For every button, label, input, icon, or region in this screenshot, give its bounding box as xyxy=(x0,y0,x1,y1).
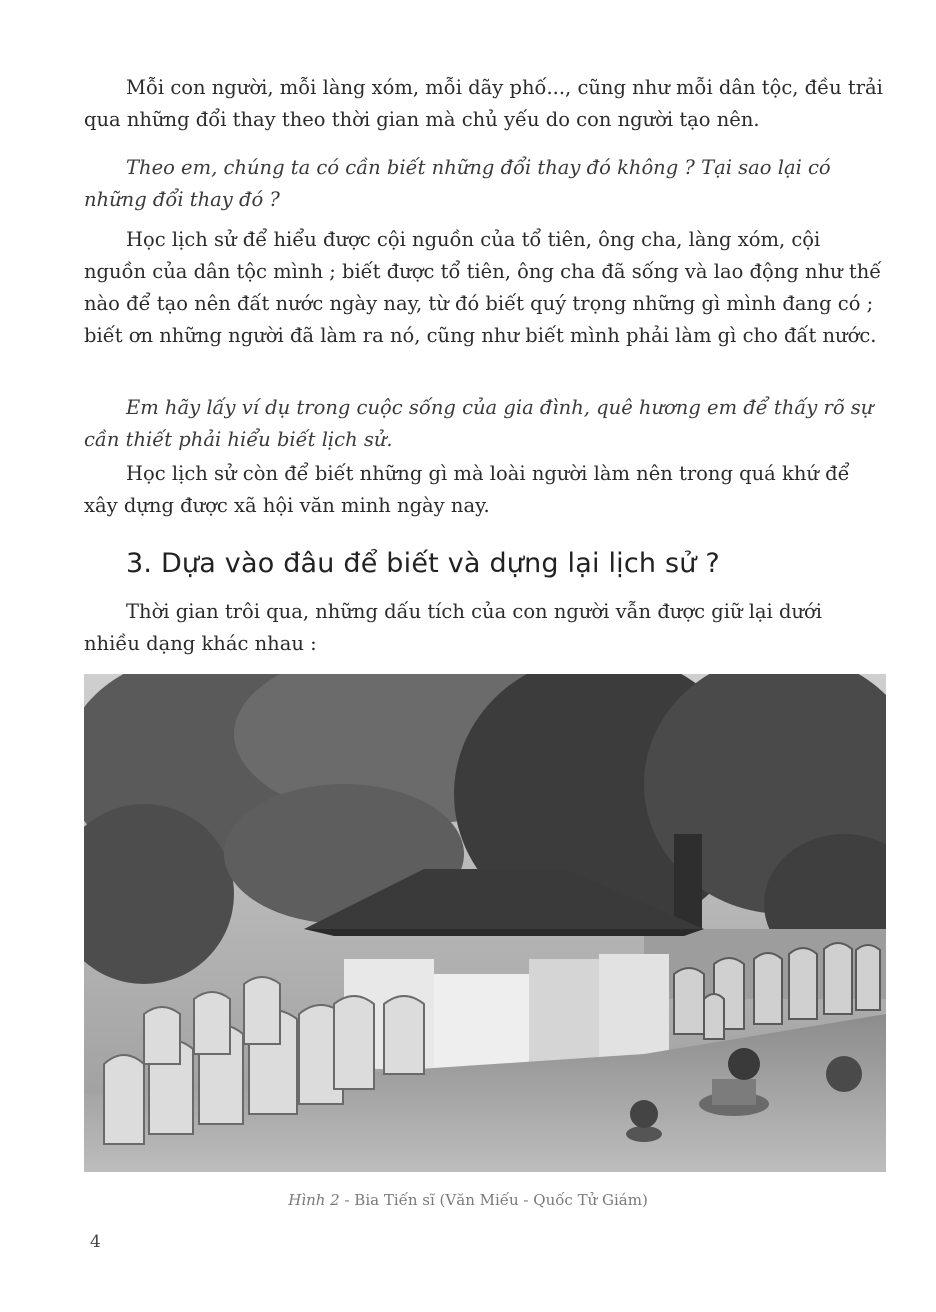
section-heading: 3. Dựa vào đâu để biết và dựng lại lịch sử ? xyxy=(126,548,720,579)
stelae-photo-illustration xyxy=(84,674,886,1172)
figure-caption-text: - Bia Tiến sĩ (Văn Miếu - Quốc Tử Giám) xyxy=(339,1191,648,1209)
section-intro xyxy=(84,596,884,660)
paragraph-text: Học lịch sử để hiểu được cội nguồn của tổ tiên, ông cha, làng xóm, cội nguồn của dân tộc mình ; biết được tổ tiên, ông cha đã sống và lao động như thế nào để tạo nên đất nước ngày nay, từ đó biết quý trọng những gì mình đang có ; biết ơn những người đã làm ra nó, cũng như biết mình phải làm gì cho đất nước. xyxy=(84,228,882,347)
paragraph-civilization xyxy=(84,458,884,522)
question-2 xyxy=(84,392,884,456)
figure-caption xyxy=(0,1191,936,1209)
question-1 xyxy=(84,152,884,216)
question-text: Theo em, chúng ta có cần biết những đổi thay đó không ? Tại sao lại có những đổi thay đó ? xyxy=(84,156,831,211)
paragraph-text: Mỗi con người, mỗi làng xóm, mỗi dãy phố..., cũng như mỗi dân tộc, đều trải qua những đổi thay theo thời gian mà chủ yếu do con người tạo nên. xyxy=(84,76,883,131)
paragraph-why-learn-history xyxy=(84,224,884,352)
figure-label: Hình 2 xyxy=(288,1191,340,1209)
page-number: 4 xyxy=(90,1232,101,1252)
paragraph-text: Học lịch sử còn để biết những gì mà loài người làm nên trong quá khứ để xây dựng được xã hội văn minh ngày nay. xyxy=(84,462,850,517)
paragraph-text: Thời gian trôi qua, những dấu tích của con người vẫn được giữ lại dưới nhiều dạng khác nhau : xyxy=(84,600,823,655)
paragraph-change-over-time xyxy=(84,72,884,136)
question-text: Em hãy lấy ví dụ trong cuộc sống của gia đình, quê hương em để thấy rõ sự cần thiết phải hiểu biết lịch sử. xyxy=(84,396,874,451)
figure-photo-stelae xyxy=(84,674,886,1172)
